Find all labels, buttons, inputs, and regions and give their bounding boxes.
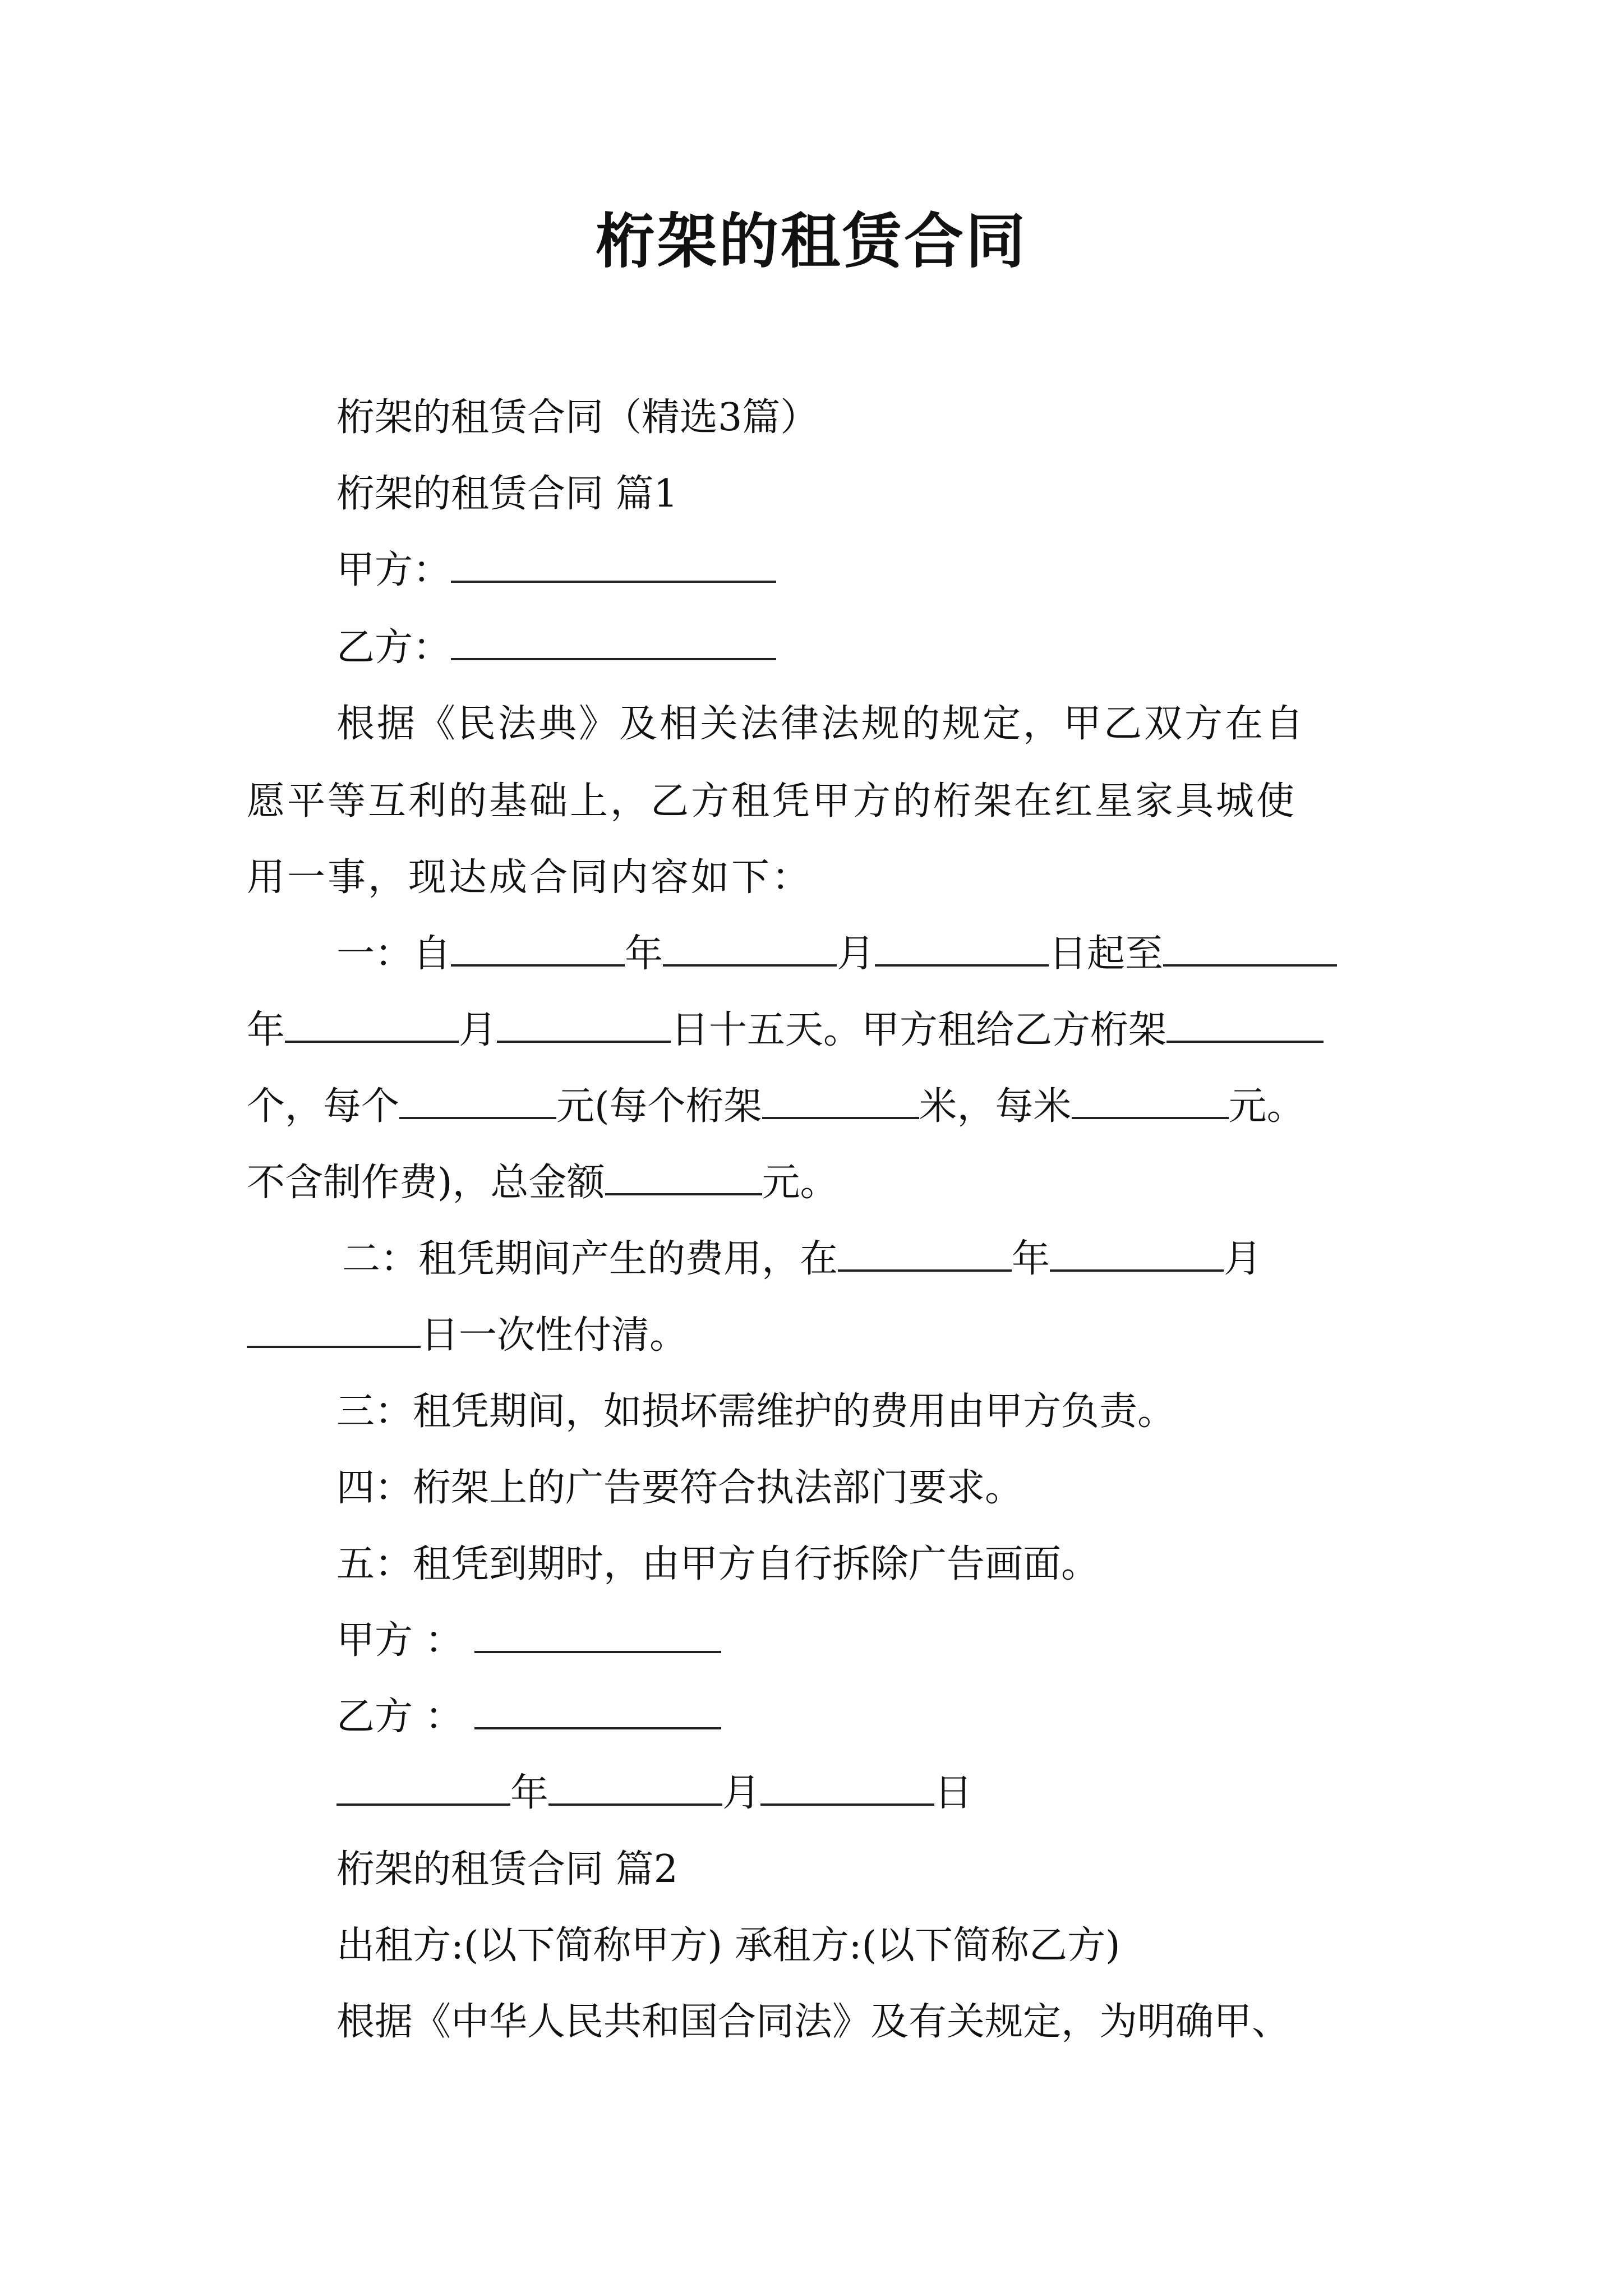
blank (1163, 925, 1337, 967)
sign-b-line (336, 1686, 721, 1748)
day-label: 日 (934, 1771, 973, 1815)
intro-line-2: 愿平等互利的基础上，乙方租凭甲方的桁架在红星家具城使 (247, 779, 1297, 823)
clause1-line-4 (247, 1152, 838, 1214)
clause2-text: 二：租凭期间产生的费用，在 (342, 1237, 838, 1281)
intro-line-1: 根据《民法典》及相关法律法规的规定，甲乙双方在自 (336, 702, 1306, 746)
blank (605, 1154, 762, 1195)
party-b-label: 乙方： (336, 625, 451, 670)
clause5: 五：租凭到期时，由甲方自行拆除广告画面。 (336, 1542, 1100, 1586)
clause4: 四：桁架上的广告要符合执法部门要求。 (336, 1466, 1023, 1510)
sign-b-blank (474, 1688, 721, 1729)
intro-line-3: 用一事，现达成合同内容如下： (247, 855, 813, 900)
part2-heading: 桁架的租赁合同 篇2 (336, 1847, 678, 1892)
year-label: 年 (1012, 1237, 1050, 1281)
clause3: 三：租凭期间，如损坏需维护的费用由甲方负责。 (336, 1389, 1176, 1434)
blank (838, 1230, 1012, 1272)
blank (1166, 1001, 1324, 1043)
clause1-text: 米，每米 (919, 1084, 1072, 1129)
clause2-line-1 (342, 1228, 1262, 1290)
clause1-text: 元。 (762, 1161, 838, 1205)
clause2-line-2 (247, 1305, 688, 1366)
party-a-blank (451, 541, 776, 583)
clause1-line-3 (247, 1076, 1305, 1138)
blank (875, 925, 1049, 967)
sign-b-label: 乙方 ： (336, 1695, 463, 1739)
month-label: 月 (722, 1771, 761, 1815)
document-title: 桁架的租赁合同 (596, 206, 1027, 276)
blank (247, 1306, 421, 1348)
blank (399, 1078, 556, 1119)
part2-intro: 根据《中华人民共和国合同法》及有关规定，为明确甲、 (336, 2000, 1290, 2044)
clause1-text: 元。 (1228, 1084, 1305, 1129)
blank (497, 1001, 671, 1043)
sign-a-line (336, 1610, 721, 1672)
clause1-text: 个，每个 (247, 1084, 400, 1129)
clause1-line-2 (247, 1000, 1324, 1061)
party-b-line (336, 617, 776, 679)
party-a-line (336, 540, 776, 601)
clause2-text: 日一次性付清。 (421, 1313, 688, 1358)
clause1-text: 一：自 (336, 932, 451, 976)
year-label: 年 (247, 1008, 285, 1052)
sign-a-label: 甲方 ： (336, 1618, 463, 1663)
clause1-text: 不含制作费)，总金额 (247, 1161, 605, 1205)
party-a-label: 甲方： (336, 548, 451, 592)
part1-heading: 桁架的租赁合同 篇1 (336, 472, 678, 516)
blank (336, 1764, 510, 1806)
clause1-line-1 (336, 923, 1337, 985)
sign-a-blank (474, 1612, 721, 1653)
party-b-blank (451, 619, 776, 660)
day-label: 日起至 (1049, 932, 1164, 976)
year-label: 年 (625, 932, 663, 976)
month-label: 月 (1224, 1237, 1262, 1281)
month-label: 月 (459, 1008, 497, 1052)
sign-date-line (336, 1763, 972, 1824)
year-label: 年 (510, 1771, 549, 1815)
blank (762, 1078, 919, 1119)
blank (285, 1001, 459, 1043)
blank (1072, 1078, 1229, 1119)
clause1-text: 元(每个桁架 (556, 1084, 762, 1129)
blank (548, 1764, 722, 1806)
blank (451, 925, 625, 967)
clause1-text: 日十五天。甲方租给乙方桁架 (671, 1008, 1167, 1052)
month-label: 月 (837, 932, 875, 976)
part2-parties: 出租方:(以下简称甲方) 承租方:(以下简称乙方) (336, 1924, 1121, 1968)
blank (1050, 1230, 1224, 1272)
document-subtitle: 桁架的租赁合同（精选3篇） (336, 395, 819, 440)
blank (663, 925, 837, 967)
blank (760, 1764, 934, 1806)
